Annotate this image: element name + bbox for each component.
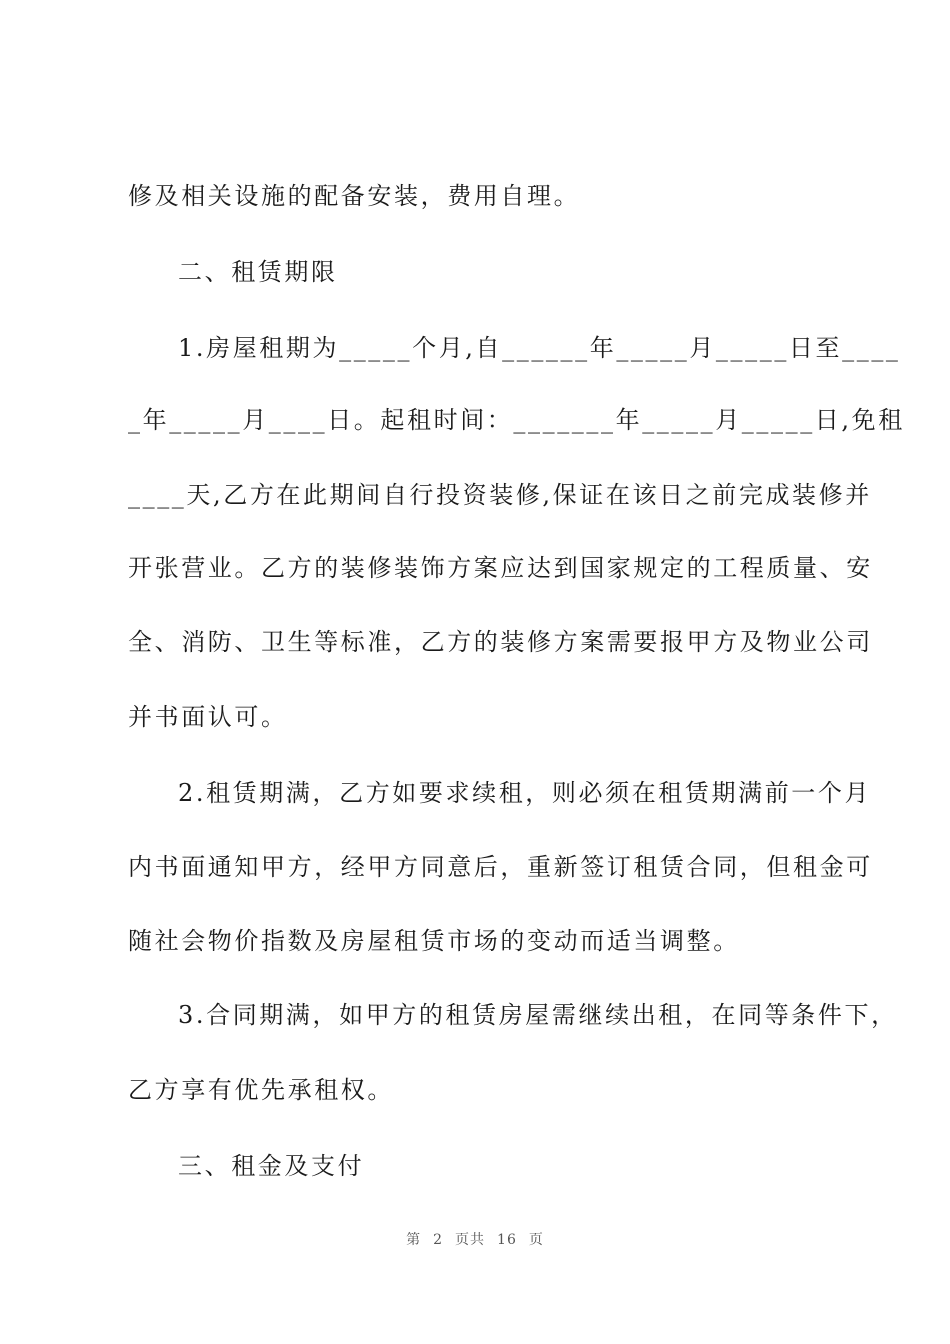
- paragraph-line: 3.合同期满，如甲方的租赁房屋需继续出租，在同等条件下，: [178, 1001, 898, 1029]
- paragraph-line: 修及相关设施的配备安装，费用自理。: [128, 182, 581, 210]
- paragraph-line: 乙方享有优先承租权。: [128, 1076, 394, 1104]
- footer-suffix: 页: [528, 1232, 544, 1248]
- footer-mid: 页共: [455, 1232, 486, 1248]
- section-heading-lease-term: 二、租赁期限: [178, 258, 338, 286]
- paragraph-line: 1.房屋租期为_____个月,自______年_____月_____日至____: [178, 334, 901, 362]
- paragraph-line: 开张营业。乙方的装修装饰方案应达到国家规定的工程质量、安: [128, 554, 873, 582]
- page-number: 2: [433, 1232, 444, 1248]
- paragraph-line: 并书面认可。: [128, 703, 288, 731]
- paragraph-line: 随社会物价指数及房屋租赁市场的变动而适当调整。: [128, 927, 740, 955]
- paragraph-line: _年_____月____日。起租时间：_______年_____月_____日,免租: [128, 406, 905, 434]
- paragraph-line: 2.租赁期满，乙方如要求续租，则必须在租赁期满前一个月: [178, 779, 872, 807]
- paragraph-line: 内书面通知甲方，经甲方同意后，重新签订租赁合同，但租金可: [128, 853, 873, 881]
- paragraph-line: ____天,乙方在此期间自行投资装修,保证在该日之前完成装修并: [128, 481, 872, 509]
- page-footer: [0, 1229, 950, 1249]
- section-heading-rent-payment: 三、租金及支付: [178, 1152, 365, 1180]
- footer-prefix: 第: [406, 1232, 422, 1248]
- total-pages: 16: [497, 1232, 517, 1248]
- paragraph-line: 全、消防、卫生等标准，乙方的装修方案需要报甲方及物业公司: [128, 628, 873, 656]
